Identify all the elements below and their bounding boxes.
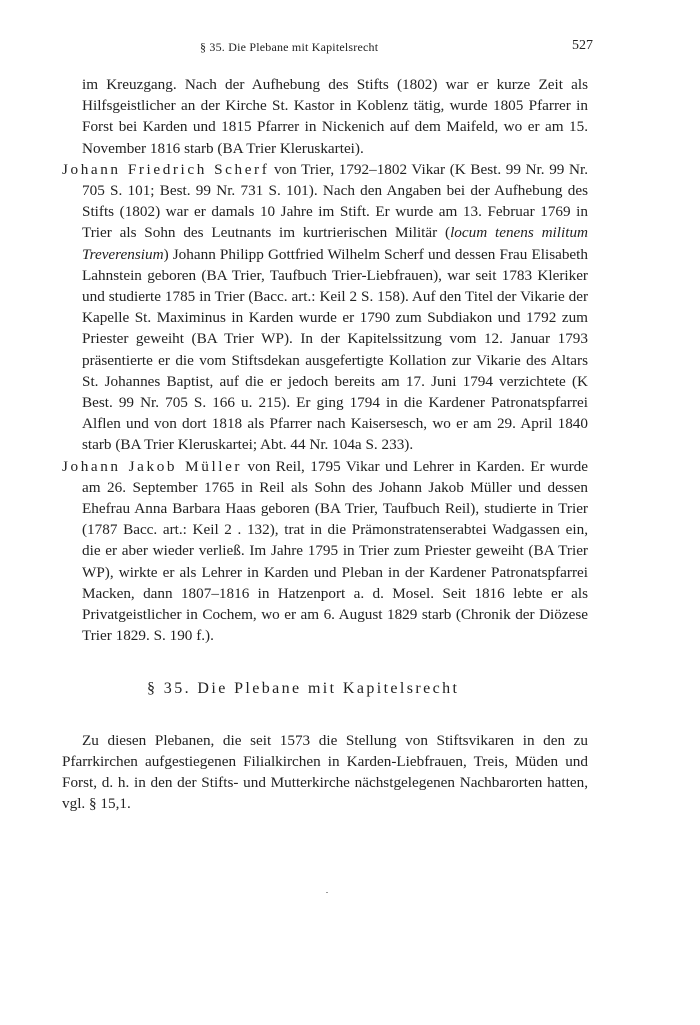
entry-person-name: Johann Jakob Müller (62, 457, 243, 475)
entry-text: von Trier, 1792–1802 Vikar (K Best. 99 Nr. 99 Nr. 705 S. 101; Best. 99 Nr. 731 S. 101). Nach den Angaben bei der Aufhebung des Stifts (1802) war er damals 10 Jahre im Stift. Er wurde am 13. Februar 1769 in Trier als Sohn des Leutnants im kurtrierischen Militär ( (82, 160, 588, 242)
entry-scherf (62, 159, 588, 456)
entry-mueller (62, 456, 588, 647)
entry-text: von Reil, 1795 Vikar und Lehrer in Karden. Er wurde am 26. September 1765 in Reil als Sohn des Johann Jakob Müller und dessen Ehefrau Anna Barbara Haas geboren (BA Trier, Taufbuch Reil), studierte in Trier (1787 Bacc. art.: Keil 2 . 132), trat in die Prämonstratenserabtei Wadgassen ein, die er aber wieder verließ. Im Jahre 1795 in Trier zum Priester geweiht (BA Trier WP), wirkte er als Lehrer in Karden und Pleban in der Kardener Patronatspfarrei Macken, dann 1807–1816 in Hatzenport a. d. Mosel. Seit 1816 lebte er als Privatgeistlicher in Cochem, wo er am 6. August 1829 starb (Chronik der Diözese Trier 1829. S. 190 f.). (82, 457, 588, 645)
entry-text: im Kreuzgang. Nach der Aufhebung des Stifts (1802) war er kurze Zeit als Hilfsgeistlicher an der Kirche St. Kastor in Koblenz tätig, wurde 1805 Pfarrer in Forst bei Karden und 1815 Pfarrer in Nickenich auf dem Maifeld, wo er am 15. November 1816 starb (BA Trier Kleruskartei). (82, 76, 588, 157)
page-speck (326, 892, 328, 893)
running-head: § 35. Die Plebane mit Kapitelsrecht (200, 40, 379, 54)
body-text (62, 74, 588, 815)
entry-continuation (62, 74, 588, 159)
entry-text-rest: ) Johann Philipp Gottfried Wilhelm Scherf und dessen Frau Elisabeth Lahnstein geboren (BA Trier, Taufbuch Trier-Liebfrauen), war seit 1783 Kleriker und studierte 1785 in Trier (Bacc. art.: Keil 2 S. 158). Auf den Titel der Vikarie der Kapelle St. Maximinus in Karden wurde er 1790 zum Subdiakon und 1792 zum Priester geweiht (BA Trier WP). In der Kapitelssitzung vom 12. Januar 1793 präsentierte er die vom Stiftsdekan ausgefertigte Kollation zur Vikarie des Altars St. Johannes Baptist, auf die er jedoch bereits am 17. Juni 1794 verzichtete (K Best. 99 Nr. 705 S. 166 u. 215). Er ging 1794 in die Kardener Patronatspfarrei Alflen und von dort 1818 als Pfarrer nach Kaisersesch, wo er am 29. April 1840 starb (BA Trier Kleruskartei; Abt. 44 Nr. 104a S. 233). (82, 245, 588, 454)
page-number: 527 (572, 38, 593, 53)
entry-person-name: Johann Friedrich Scherf (62, 160, 270, 178)
section-paragraph: Zu diesen Plebanen, die seit 1573 die Stellung von Stiftsvikaren in den zu Pfarrkirchen aufgestiegenen Filialkirchen in Karden-Liebfrauen, Treis, Müden und Forst, d. h. in den der Stifts- und Mutterkirche nächstgelegenen Nachbarorten hatten, vgl. § 15,1. (62, 731, 588, 813)
section-heading: § 35. Die Plebane mit Kapitelsrecht (147, 680, 460, 698)
entry-italic-quote: locum tenens militum Treverensium (82, 224, 589, 263)
